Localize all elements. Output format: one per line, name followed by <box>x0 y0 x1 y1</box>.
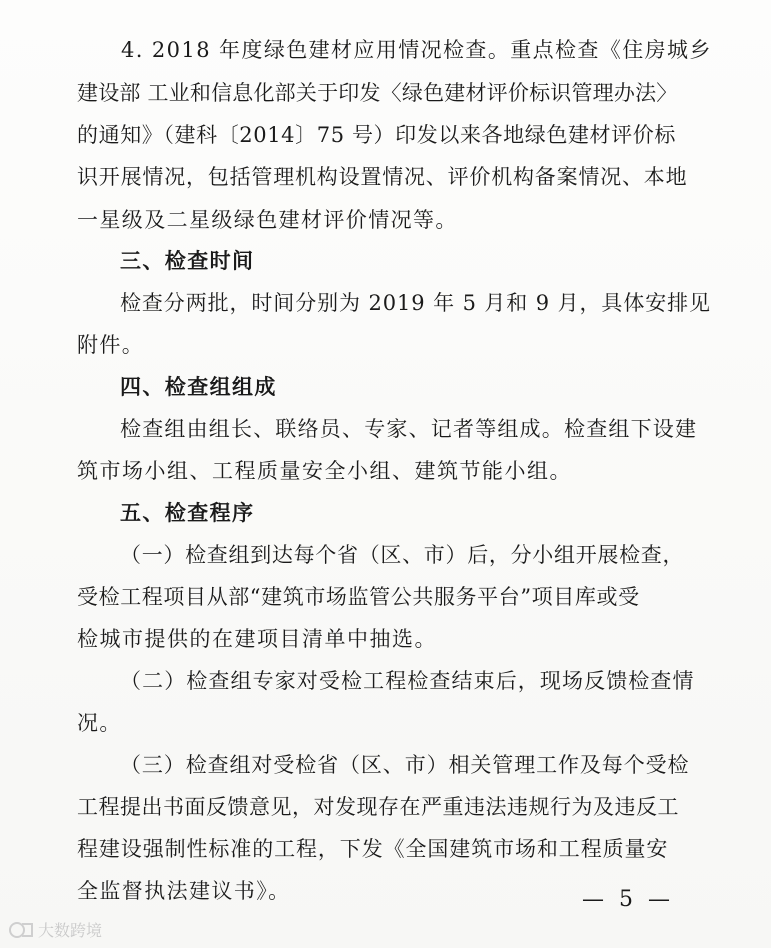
paragraph-line-19: 工程提出书面反馈意见，对发现存在严重违法违规行为及违反工 <box>77 795 679 819</box>
paragraph-line-1: 4. 2018 年度绿色建材应用情况检查。重点检查《住房城乡 <box>121 38 712 62</box>
section-heading-team: 四、检查组组成 <box>120 374 277 399</box>
paragraph-line-21: 全监督执法建议书》。 <box>77 879 291 903</box>
watermark-text: 大数跨境 <box>38 921 103 940</box>
paragraph-line-5: 一星级及二星级绿色建材评价情况等。 <box>77 208 458 232</box>
paragraph-line-20: 程建设强制性标准的工程，下发《全国建筑市场和工程质量安 <box>77 837 669 861</box>
watermark <box>8 918 102 941</box>
paragraph-line-16: （二）检查组专家对受检工程检查结束后，现场反馈检查情 <box>120 669 695 693</box>
paragraph-line-18: （三）检查组对受检省（区、市）相关管理工作及每个受检 <box>120 753 690 777</box>
section-heading-time: 三、检查时间 <box>120 248 255 273</box>
paragraph-line-2: 建设部 工业和信息化部关于印发〈绿色建材评价标识管理办法〉 <box>77 81 678 105</box>
paragraph-line-10: 检查组由组长、联络员、专家、记者等组成。检查组下设建 <box>120 417 698 441</box>
paragraph-line-7: 检查分两批，时间分别为 2019 年 5 月和 9 月，具体安排见 <box>120 291 711 315</box>
paragraph-line-15: 检城市提供的在建项目清单中抽选。 <box>77 627 437 651</box>
section-heading-procedure: 五、检查程序 <box>120 500 255 525</box>
paragraph-line-11: 筑市场小组、工程质量安全小组、建筑节能小组。 <box>77 459 572 483</box>
watermark-logo-icon <box>8 920 34 940</box>
page-number: — 5 — <box>582 887 674 912</box>
paragraph-line-4: 识开展情况，包括管理机构设置情况、评价机构备案情况、本地 <box>77 165 688 189</box>
paragraph-line-13: （一）检查组到达每个省（区、市）后，分小组开展检查， <box>120 543 685 567</box>
paragraph-line-8: 附件。 <box>77 333 145 357</box>
paragraph-line-3: 的通知》（建科〔2014〕75 号）印发以来各地绿色建材评价标 <box>77 123 676 147</box>
paragraph-line-14: 受检工程项目从部“建筑市场监管公共服务平台”项目库或受 <box>77 585 640 609</box>
paragraph-line-17: 况。 <box>77 711 122 735</box>
